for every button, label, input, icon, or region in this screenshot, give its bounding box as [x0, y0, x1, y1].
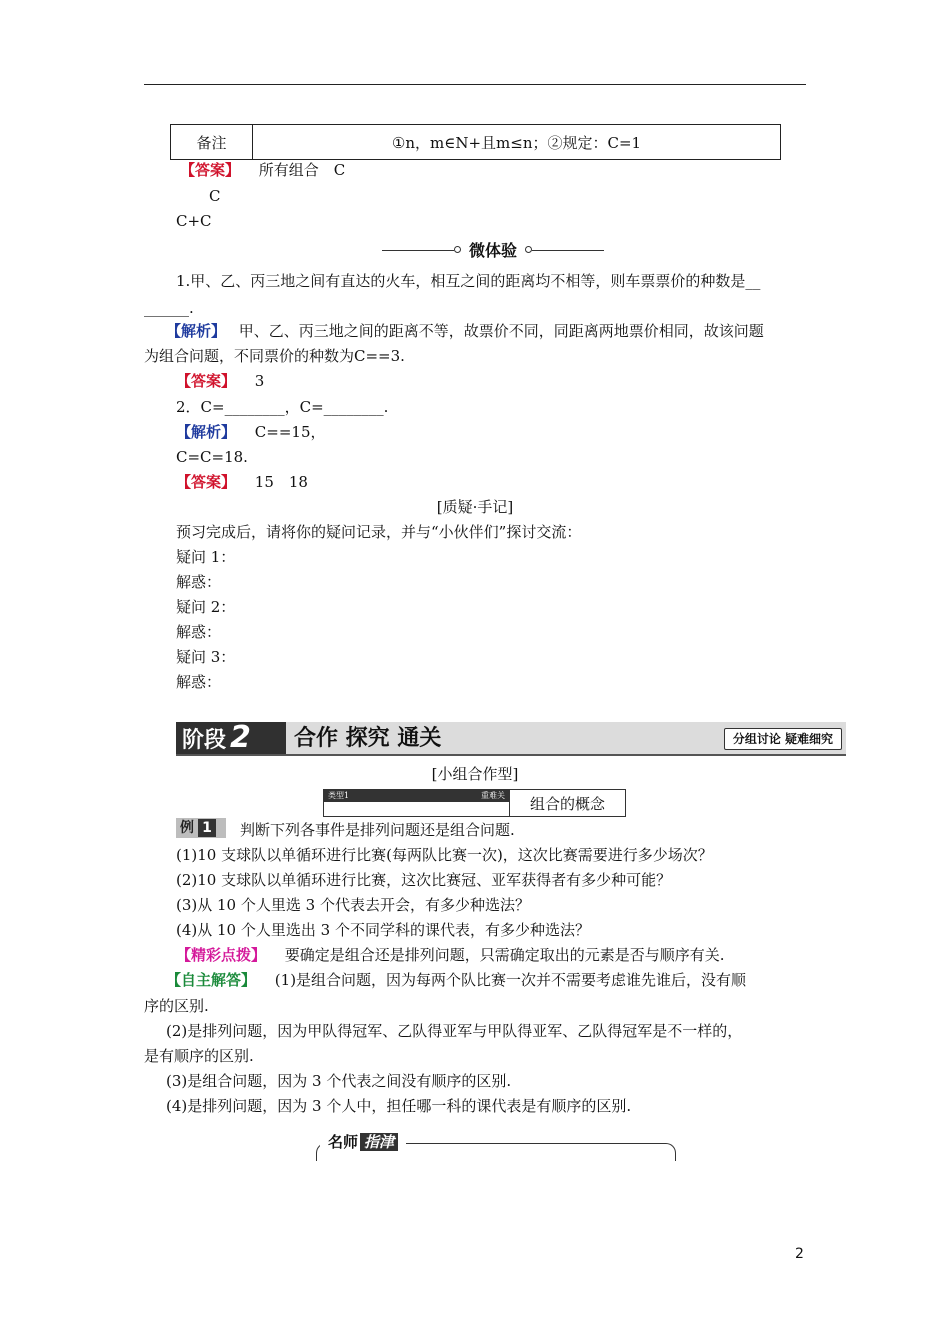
example-badge: 例 1: [176, 818, 226, 838]
stage-label: 阶段 2: [176, 722, 286, 754]
micro-experience-heading: [382, 240, 604, 262]
header-rule: [144, 84, 806, 85]
note-line: 解惑：: [176, 673, 222, 691]
stage-badge: 分组讨论 疑难细究: [724, 728, 842, 750]
stage-banner: [176, 722, 846, 756]
remarks-value: ①n，m∈N+且m≤n；②规定：C=1: [391, 133, 642, 152]
tip-line: 【精彩点拨】 要确定是组合还是排列问题，只需确定取出的元素是否与顺序有关.: [176, 946, 725, 964]
type-title: 组合的概念: [529, 794, 605, 813]
q2-analysis: 【解析】 C==15，: [176, 423, 326, 441]
remarks-table: [170, 124, 781, 160]
micro-experience-title: 微体验: [468, 241, 517, 260]
remarks-label: 备注: [171, 125, 253, 159]
analysis-tag: 【解析】: [176, 423, 237, 441]
note-line: 解惑：: [176, 623, 222, 641]
teacher-guide-tab: 名师 指津: [320, 1131, 406, 1153]
example-item: (3)从 10 个人里选 3 个代表去开会，有多少种选法？: [176, 896, 530, 914]
answer-tag: 【答案】: [176, 372, 237, 390]
type-box: [323, 789, 626, 817]
answer-line-2: C: [209, 187, 221, 205]
answer-tag: 【答案】: [176, 473, 237, 491]
q1-analysis: 【解析】 甲、乙、丙三地之间的距离不等，故票价不同，同距离两地票价相同，故该问题: [166, 322, 764, 340]
example-item: (2)10 支球队以单循环进行比赛，这次比赛冠、亚军获得者有多少种可能？: [176, 871, 672, 889]
notes-header: [质疑·手记]: [436, 498, 514, 516]
note-line: 疑问 1：: [176, 548, 236, 566]
example-item: (4)从 10 个人里选出 3 个不同学科的课代表，有多少种选法？: [176, 921, 590, 939]
answer-line: [180, 160, 345, 180]
note-line: 疑问 3：: [176, 648, 236, 666]
q1-line-2: ______.: [144, 299, 194, 317]
q2-analysis-line-2: C=C=18.: [176, 448, 248, 466]
q1-line-1: 1.甲、乙、丙三地之间有直达的火车，相互之间的距离均不相等，则车票票价的种数是__: [176, 272, 761, 290]
note-line: 疑问 2：: [176, 598, 236, 616]
solution-tag: 【自主解答】: [166, 971, 257, 989]
type-label: [324, 790, 510, 816]
answer-text: 所有组合 C: [258, 161, 346, 179]
page-number: 2: [795, 1246, 804, 1262]
notes-intro: 预习完成后，请将你的疑问记录，并与“小伙伴们”探讨交流：: [176, 523, 582, 541]
q1-analysis-line-2: 为组合问题，不同票价的种数为C==3.: [144, 347, 405, 365]
stage-number: 2: [230, 720, 251, 755]
solution-2-line-2: 是有顺序的区别.: [144, 1047, 254, 1065]
example-prompt: 判断下列各事件是排列问题还是组合问题.: [240, 821, 515, 839]
note-line: 解惑：: [176, 573, 222, 591]
stage-title: 合作 探究 通关: [294, 725, 442, 751]
q1-answer: 【答案】 3: [176, 372, 265, 390]
analysis-tag: 【解析】: [166, 322, 227, 340]
solution-4: (4)是排列问题，因为 3 个人中，担任哪一科的课代表是有顺序的区别.: [166, 1097, 632, 1115]
teacher-guide-box: [310, 1131, 676, 1161]
group-header: [小组合作型]: [431, 765, 519, 783]
answer-line-3: C+C: [176, 212, 212, 230]
solution-3: (3)是组合问题，因为 3 个代表之间没有顺序的区别.: [166, 1072, 512, 1090]
difficulty-tag: 重难关: [481, 791, 505, 800]
type-tag: 类型1: [328, 791, 350, 800]
example-item: (1)10 支球队以单循环进行比赛(每两队比赛一次)，这次比赛需要进行多少场次？: [176, 846, 713, 864]
solution-line-2: 序的区别.: [144, 997, 209, 1015]
q2-line: 2．C=________，C=________.: [176, 398, 389, 416]
answer-tag: 【答案】: [180, 161, 241, 179]
solution-2-line-1: (2)是排列问题，因为甲队得冠军、乙队得亚军与甲队得亚军、乙队得冠军是不一样的，: [166, 1022, 743, 1040]
solution-line: 【自主解答】 (1)是组合问题，因为每两个队比赛一次并不需要考虑谁先谁后，没有顺: [166, 971, 747, 989]
example-number: 1: [198, 819, 216, 837]
tip-tag: 【精彩点拨】: [176, 946, 267, 964]
q2-answer: 【答案】 15 18: [176, 473, 308, 491]
